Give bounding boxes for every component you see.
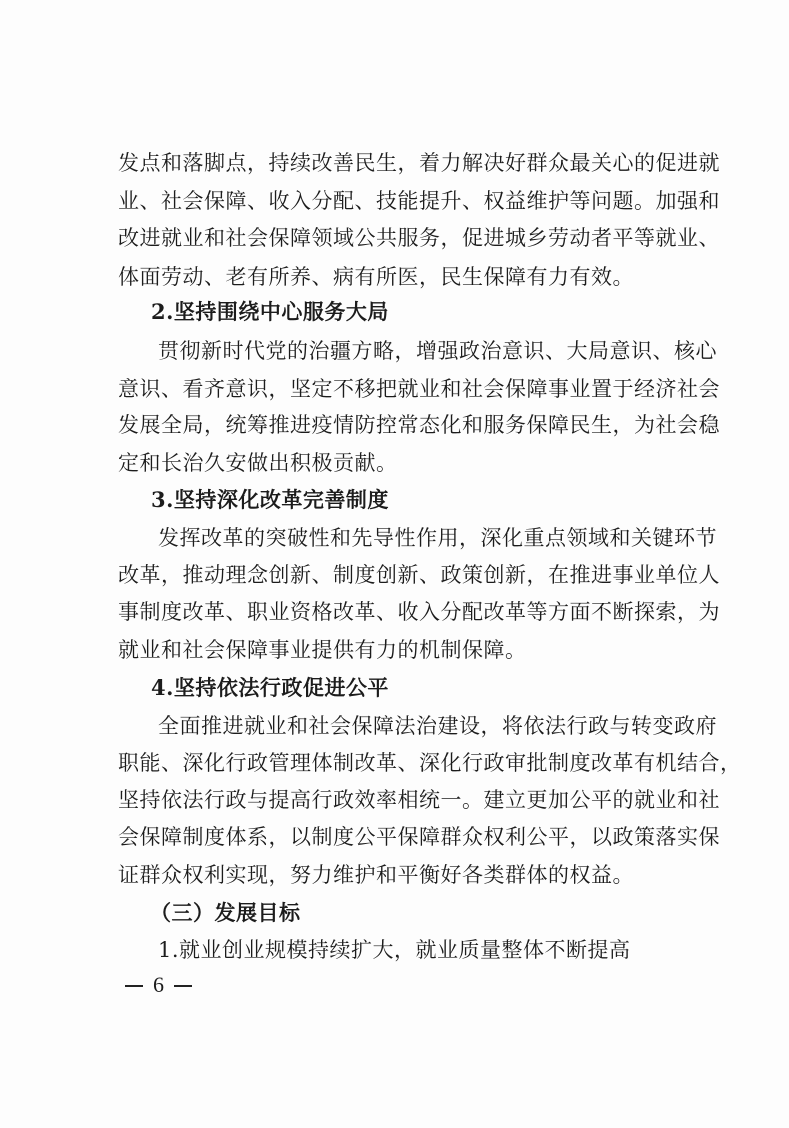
paragraph-4-line-1: 全面推进就业和社会保障法治建设，将依法行政与转变政府 [158,714,717,738]
subheading-1: 1.就业创业规模持续扩大，就业质量整体不断提高 [158,938,631,962]
section-heading: （三）发展目标 [150,900,301,925]
heading-2: 2.坚持围绕中心服务大局 [151,299,389,324]
paragraph-3-line-3: 事制度改革、职业资格改革、收入分配改革等方面不断探索，为 [118,600,720,624]
left-dash [125,985,143,987]
paragraph-2-line-4: 定和长治久安做出积极贡献。 [118,451,398,475]
page-footer [115,970,202,1001]
paragraph-4-line-4: 会保障制度体系，以制度公平保障群众权利公平，以政策落实保 [118,825,720,849]
paragraph-1-line-3: 改进就业和社会保障领域公共服务，促进城乡劳动者平等就业、 [118,226,720,250]
paragraph-1-line-1: 发点和落脚点，持续改善民生，着力解决好群众最关心的促进就 [118,151,720,175]
heading-3: 3.坚持深化改革完善制度 [151,487,389,512]
paragraph-3-line-4: 就业和社会保障事业提供有力的机制保障。 [118,638,527,662]
heading-4: 4.坚持依法行政促进公平 [151,675,389,700]
right-dash [174,985,192,987]
paragraph-4-line-3: 坚持依法行政与提高行政效率相统一。建立更加公平的就业和社 [118,788,720,812]
paragraph-2-line-1: 贯彻新时代党的治疆方略，增强政治意识、大局意识、核心 [158,339,717,363]
paragraph-3-line-2: 改革，推动理念创新、制度创新、政策创新，在推进事业单位人 [118,563,720,587]
paragraph-2-line-3: 发展全局，统筹推进疫情防控常态化和服务保障民生，为社会稳 [118,413,720,437]
paragraph-2-line-2: 意识、看齐意识，坚定不移把就业和社会保障事业置于经济社会 [118,377,720,401]
paragraph-4-line-2: 职能、深化行政管理体制改革、深化行政审批制度改革有机结合， [118,751,742,775]
paragraph-4-line-5: 证群众权利实现，努力维护和平衡好各类群体的权益。 [118,863,634,887]
paragraph-1-line-4: 体面劳动、老有所养、病有所医，民生保障有力有效。 [118,265,634,289]
page-number: 6 [153,972,164,997]
paragraph-3-line-1: 发挥改革的突破性和先导性作用，深化重点领域和关键环节 [158,526,717,550]
paragraph-1-line-2: 业、社会保障、收入分配、技能提升、权益维护等问题。加强和 [118,189,720,213]
